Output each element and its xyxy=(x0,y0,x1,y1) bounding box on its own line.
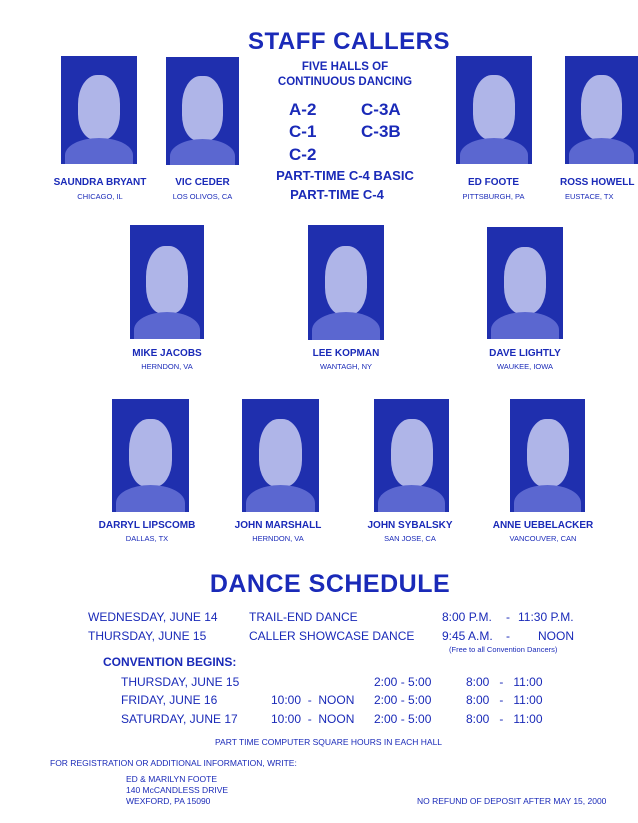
caller-name: LEE KOPMAN xyxy=(312,348,380,359)
level-c3a: C-3A xyxy=(361,100,401,119)
caller-photo xyxy=(374,399,449,512)
convention-begins: CONVENTION BEGINS: xyxy=(103,655,237,669)
caller-city: CHICAGO, IL xyxy=(77,192,123,201)
schedule-evening: 8:00 - 11:00 xyxy=(466,712,543,726)
address-line-2: 140 McCANDLESS DRIVE xyxy=(126,785,229,795)
caller-name: DARRYL LIPSCOMB xyxy=(98,520,196,531)
address-line-3: WEXFORD, PA 15090 xyxy=(126,796,211,806)
caller-photo xyxy=(565,56,638,164)
caller-photo xyxy=(242,399,319,512)
level-c2: C-2 xyxy=(289,145,317,164)
caller-photo xyxy=(308,225,384,340)
schedule-day: WEDNESDAY, JUNE 14 xyxy=(88,610,218,624)
page-title: STAFF CALLERS xyxy=(247,28,451,55)
caller-photo xyxy=(112,399,189,512)
caller-photo xyxy=(487,227,563,339)
caller-name: JOHN MARSHALL xyxy=(234,520,322,531)
caller-city: HERNDON, VA xyxy=(141,362,193,371)
caller-city: VANCOUVER, CAN xyxy=(509,534,577,543)
caller-name: VIC CEDER xyxy=(175,177,230,188)
schedule-end: 11:30 P.M. xyxy=(518,610,574,624)
caller-name: ED FOOTE xyxy=(467,177,520,188)
caller-city: SAN JOSE, CA xyxy=(384,534,436,543)
schedule-dash: - xyxy=(506,629,510,643)
schedule-afternoon: 2:00 - 5:00 xyxy=(374,675,432,689)
caller-city: WAUKEE, IOWA xyxy=(496,362,554,371)
caller-city: PITTSBURGH, PA xyxy=(462,192,525,201)
caller-city: LOS OLIVOS, CA xyxy=(172,192,233,201)
schedule-event: CALLER SHOWCASE DANCE xyxy=(249,629,415,643)
subtitle-line-2: CONTINUOUS DANCING xyxy=(277,76,413,88)
schedule-morning: 10:00 - NOON xyxy=(271,693,355,707)
caller-city: EUSTACE, TX xyxy=(565,192,614,201)
level-a2: A-2 xyxy=(289,100,317,119)
caller-city: HERNDON, VA xyxy=(252,534,304,543)
refund-notice: NO REFUND OF DEPOSIT AFTER MAY 15, 2000 xyxy=(417,796,607,806)
schedule-start: 9:45 A.M. xyxy=(442,629,493,643)
level-c1: C-1 xyxy=(289,122,317,141)
schedule-start: 8:00 P.M. xyxy=(442,610,492,624)
schedule-afternoon: 2:00 - 5:00 xyxy=(374,693,432,707)
schedule-day: FRIDAY, JUNE 16 xyxy=(121,693,218,707)
schedule-evening: 8:00 - 11:00 xyxy=(466,693,543,707)
free-note: (Free to all Convention Dancers) xyxy=(449,645,558,654)
caller-name: DAVE LIGHTLY xyxy=(489,348,561,359)
part-time-c4-basic: PART-TIME C-4 BASIC xyxy=(276,168,414,183)
subtitle-line-1: FIVE HALLS OF xyxy=(301,61,389,73)
schedule-day: SATURDAY, JUNE 17 xyxy=(121,712,238,726)
level-c3b: C-3B xyxy=(361,122,401,141)
address-line-1: ED & MARILYN FOOTE xyxy=(126,774,217,784)
schedule-evening: 8:00 - 11:00 xyxy=(466,675,543,689)
registration-text: FOR REGISTRATION OR ADDITIONAL INFORMATION, WRITE: xyxy=(50,758,297,768)
schedule-day: THURSDAY, JUNE 15 xyxy=(88,629,207,643)
caller-name: SAUNDRA BRYANT xyxy=(53,177,147,188)
caller-photo xyxy=(510,399,585,512)
caller-city: DALLAS, TX xyxy=(125,534,169,543)
caller-name: ANNE UEBELACKER xyxy=(492,520,594,531)
schedule-day: THURSDAY, JUNE 15 xyxy=(121,675,240,689)
caller-photo xyxy=(61,56,137,164)
schedule-afternoon: 2:00 - 5:00 xyxy=(374,712,432,726)
schedule-title: DANCE SCHEDULE xyxy=(209,570,451,598)
part-time-c4: PART-TIME C-4 xyxy=(290,187,384,202)
schedule-end: NOON xyxy=(538,629,574,643)
caller-photo xyxy=(166,57,239,165)
schedule-morning: 10:00 - NOON xyxy=(271,712,355,726)
caller-name: JOHN SYBALSKY xyxy=(367,520,453,531)
caller-name: MIKE JACOBS xyxy=(132,348,202,359)
caller-city: WANTAGH, NY xyxy=(319,362,373,371)
schedule-dash: - xyxy=(506,610,510,624)
part-time-note: PART TIME COMPUTER SQUARE HOURS IN EACH HALL xyxy=(215,737,443,747)
caller-photo xyxy=(130,225,204,339)
caller-photo xyxy=(456,56,532,164)
caller-name: ROSS HOWELL xyxy=(560,177,635,188)
schedule-event: TRAIL-END DANCE xyxy=(249,610,358,624)
